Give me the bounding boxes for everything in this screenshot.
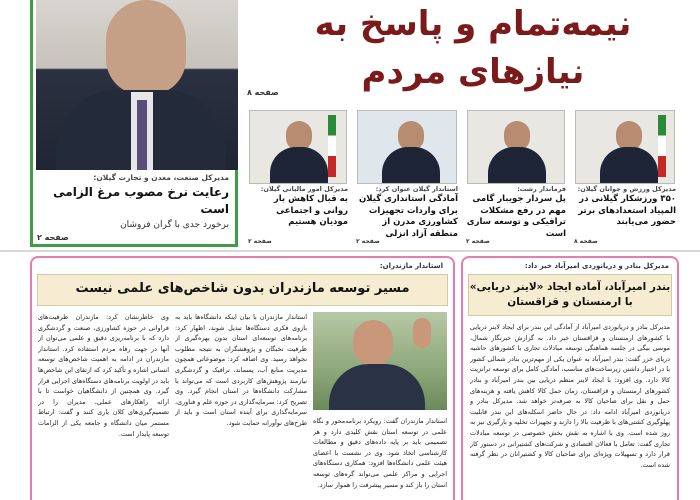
right-story-kicker: مدیرکل بنادر و دریانوردی امیرآباد خبر داد: xyxy=(524,262,669,270)
news-card-bridge[interactable] xyxy=(464,110,568,245)
card-kicker: استاندار گیلان عنوان کرد: xyxy=(375,185,458,193)
card-title[interactable]: به قبال کاهش بار روانی و اجتماعی مودیان هستیم xyxy=(273,194,348,227)
main-headline xyxy=(258,0,688,96)
card-photo xyxy=(575,110,675,184)
feature-page-ref: صفحه ۲ xyxy=(37,233,69,242)
card-photo xyxy=(249,110,347,184)
headline-line-1: نیمه‌تمام و پاسخ به xyxy=(314,4,632,44)
card-page-ref: صفحه ۲ xyxy=(356,238,380,245)
right-story-title[interactable]: بندر امیرآباد، آماده ایجاد «لاینر دریایی» با ارمنستان و قزاقستان xyxy=(468,274,672,316)
feature-subtitle: برخورد جدی با گران فروشان xyxy=(120,220,229,230)
center-story-column-3: وی خاطرنشان کرد: مازندران ظرفیت‌های فراوانی در حوزه کشاورزی، صنعت و گردشگری دارد که با برنامه‌ریزی دقیق و علمی می‌توان از آنها در جهت رفاه مردم استفاده کرد. استاندار مازندران در ادامه به اهمیت شاخص‌های توسعه انسانی اشاره و تأکید کرد که ارتقای این شاخص‌ها باید در اولویت برنامه‌های دستگاه‌های اجرایی قرار گیرد. وی همچنین از دانشگاهیان خواست تا با ارائه راهکارهای عملی، مدیران را در تصمیم‌گیری‌های کلان یاری کنند و گفت: ارتباط مستمر میان دانشگاه و جامعه یکی از الزامات توسعه پایدار است. xyxy=(38,313,169,438)
news-card-governor[interactable] xyxy=(354,110,460,245)
card-page-ref: صفحه ۸ xyxy=(574,238,598,245)
card-page-ref: صفحه ۲ xyxy=(466,238,490,245)
right-story-body: مدیرکل بنادر و دریانوردی امیرآباد از آمادگی این بندر برای ایجاد لاینر دریایی با کشورهای ارمنستان و قزاقستان خبر داد. به گزارش خبرنگار شمال، موسی بیگی در جلسه هماهنگی توسعه مبادلات تجاری با کشورهای حاشیه دریای خزر گفت: بندر امیرآباد به عنوان یکی از مهم‌ترین بنادر شمالی کشور با در اختیار داشتن زیرساخت‌های مناسب، آمادگی کامل برای توسعه ترانزیت کالا دارد. وی افزود: با ایجاد لاینر منظم دریایی بین بندر امیرآباد و بنادر کشورهای ارمنستان و قزاقستان، زمان حمل کالا کاهش یافته و هزینه‌های حمل و نقل برای صاحبان کالا به صرفه‌تر خواهد شد. مدیرکل بنادر و دریانوردی امیرآباد ادامه داد: در حال حاضر اسکله‌های این بندر قابلیت پهلوگیری کشتی‌های با ظرفیت بالا را دارند و تجهیزات تخلیه و بارگیری نیز به روز شده است. وی با اشاره به نقش بخش خصوصی در توسعه مبادلات تجاری گفت: تعامل با فعالان اقتصادی و شرکت‌های کشتیرانی در دستور کار قرار دارد و تسهیلات ویژه‌ای برای صاحبان کالا و کشتیرانان در نظر گرفته شده است. xyxy=(470,323,670,469)
card-photo xyxy=(357,110,457,184)
feature-kicker: مدیرکل صنعت، معدن و تجارت گیلان: xyxy=(93,173,229,182)
card-page-ref: صفحه ۲ xyxy=(248,238,272,245)
feature-text xyxy=(33,172,229,232)
headline-page-ref: صفحه ۸ xyxy=(247,88,279,97)
card-kicker: فرماندار رشت: xyxy=(517,185,566,193)
center-story-photo xyxy=(313,312,447,410)
card-title[interactable]: پل سردار جویبار گامی مهم در رفع مشکلات ترافیکی و توسعه ساری است xyxy=(466,194,566,239)
center-story-column-1: استاندار مازندران گفت: رویکرد برنامه‌محور و نگاه علمی در توسعه استان نقش کلیدی دارد و هر تصمیمی باید بر پایه داده‌های دقیق و مطالعات کارشناسی اتخاذ شود. وی در نشست با اعضای هیئت علمی دانشگاه‌ها افزود: همکاری دستگاه‌های اجرایی و مراکز علمی می‌تواند گره‌های توسعه استان را باز کند و مسیر پیشرفت را هموار سازد. xyxy=(313,417,447,489)
card-photo xyxy=(467,110,565,184)
feature-photo xyxy=(36,0,238,170)
center-story-kicker: استاندار مازندران: xyxy=(379,262,443,270)
center-story-title[interactable]: مسیر توسعه مازندران بدون شاخص‌های علمی نیست xyxy=(37,274,448,306)
headline-line-2: نیازهای مردم xyxy=(361,52,585,92)
card-title[interactable]: آمادگی استانداری گیلان برای واردات تجهیزات کشاورزی مدرن از منطقه آزاد انزلی xyxy=(359,194,458,239)
news-card-tax[interactable] xyxy=(246,110,350,245)
center-story-box[interactable] xyxy=(30,256,455,500)
feature-box[interactable] xyxy=(30,0,238,247)
card-kicker: مدیرکل امور مالیاتی گیلان: xyxy=(260,185,348,193)
card-title[interactable]: ۳۵۰ ورزشکار گیلانی در المپیاد استعدادهای برتر حضور می‌یابند xyxy=(578,194,676,227)
feature-title[interactable]: رعایت نرخ مصوب مرغ الزامی است xyxy=(53,185,229,216)
section-divider xyxy=(0,250,700,252)
center-story-column-2: استاندار مازندران با بیان اینکه دانشگاه‌ها باید به بازوی فکری دستگاه‌ها تبدیل شوند، اظهار کرد: برنامه‌های توسعه‌ای استان بدون بهره‌گیری از ظرفیت نخبگان و پژوهشگران به نتیجه مطلوب نخواهد رسید. وی اضافه کرد: موضوعاتی همچون مدیریت منابع آب، پسماند، ترافیک و گردشگری نیازمند پژوهش‌های کاربردی است که می‌تواند با مشارکت دانشگاه‌ها در استان انجام گیرد. وی تصریح کرد: سرمایه‌گذاری در حوزه علم و فناوری، سرمایه‌گذاری برای آینده استان است و باید از طرح‌های نوآورانه حمایت شود. xyxy=(175,313,307,427)
news-card-sports[interactable] xyxy=(572,110,678,245)
right-story-box[interactable] xyxy=(461,256,679,500)
card-kicker: مدیرکل ورزش و جوانان گیلان: xyxy=(577,185,676,193)
